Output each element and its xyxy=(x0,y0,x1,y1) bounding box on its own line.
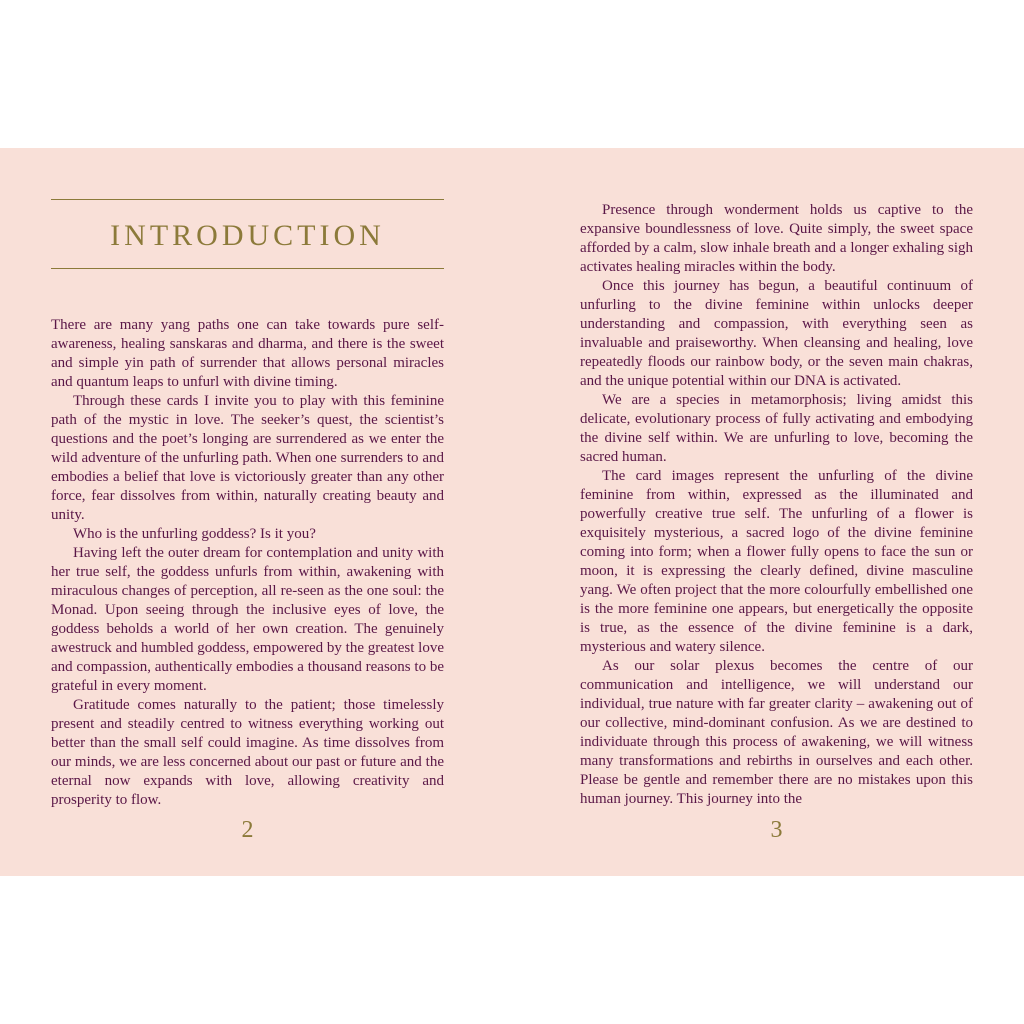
paragraph: As our solar plexus becomes the centre of our communication and intelligence, we will understand our individual, true nature with far greater clarity – awakening out of our collective, mind-dominant confusion. As we are destined to individuate through this process of awakening, we will witness many transformations and rebirths in ourselves and each other. Please be gentle and remember there are no mistakes upon this human journey. This journey into the xyxy=(580,658,973,807)
page-number-left: 2 xyxy=(241,817,254,843)
right-body-text xyxy=(580,201,973,809)
paragraph: The card images represent the unfurling of the divine feminine from within, expressed as the illuminated and powerfully creative true self. The unfurling of a flower is exquisitely mysterious, a sacred logo of the divine feminine coming into form; when a flower fully opens to face the sun or moon, it is expressing the clearly defined, divine masculine yang. We often project that the more colourfully embellished one is the more feminine one appears, but energetically the opposite is true, as the essence of the divine feminine is a dark, mysterious and watery silence. xyxy=(580,468,973,655)
page-number-right: 3 xyxy=(770,817,783,843)
heading-rule-bottom xyxy=(51,268,444,269)
left-body-text xyxy=(51,316,444,810)
paragraph: Presence through wonderment holds us captive to the expansive boundlessness of love. Quite simply, the sweet space afforded by a calm, slow inhale breath and a longer exhaling sigh activates healing miracles within the body. xyxy=(580,202,973,275)
left-page xyxy=(51,148,444,876)
chapter-heading: INTRODUCTION xyxy=(110,219,385,252)
paragraph: We are a species in metamorphosis; living amidst this delicate, evolutionary process of fully activating and embodying the divine self within. We are unfurling to love, becoming the sacred human. xyxy=(580,392,973,465)
book-spread xyxy=(0,148,1024,876)
paragraph: Who is the unfurling goddess? Is it you? xyxy=(73,526,316,542)
paragraph: There are many yang paths one can take towards pure self-awareness, healing sanskaras and dharma, and there is the sweet and simple yin path of surrender that allows personal miracles and quantum leaps to unfurl with divine timing. xyxy=(51,317,444,390)
heading-rule-top xyxy=(51,199,444,200)
paragraph: Having left the outer dream for contemplation and unity with her true self, the goddess unfurls from within, awakening with miraculous changes of perception, all re-seen as the one soul: the Monad. Upon seeing through the inclusive eyes of love, the goddess beholds a world of her own creation. The genuinely awestruck and humbled goddess, empowered by the greatest love and compassion, authentically embodies a thousand reasons to be grateful in every moment. xyxy=(51,545,444,694)
paragraph: Through these cards I invite you to play with this feminine path of the mystic in love. The seeker’s quest, the scientist’s questions and the poet’s longing are surrendered as we enter the wild adventure of the unfurling path. When one surrenders to and embodies a belief that love is victoriously greater than any other force, fear dissolves from within, naturally creating beauty and unity. xyxy=(51,393,444,523)
paragraph: Gratitude comes naturally to the patient; those timelessly present and steadily centred to witness everything working out better than the small self could imagine. As time dissolves from our minds, we are less concerned about our past or future and the eternal now expands with love, allowing creativity and prosperity to flow. xyxy=(51,697,444,808)
paragraph: Once this journey has begun, a beautiful continuum of unfurling to the divine feminine within unlocks deeper understanding and compassion, with everything seen as invaluable and praiseworthy. When cleansing and healing, love repeatedly floods our rainbow body, or the seven main chakras, and the unique potential within our DNA is activated. xyxy=(580,278,973,389)
right-page xyxy=(580,148,973,876)
